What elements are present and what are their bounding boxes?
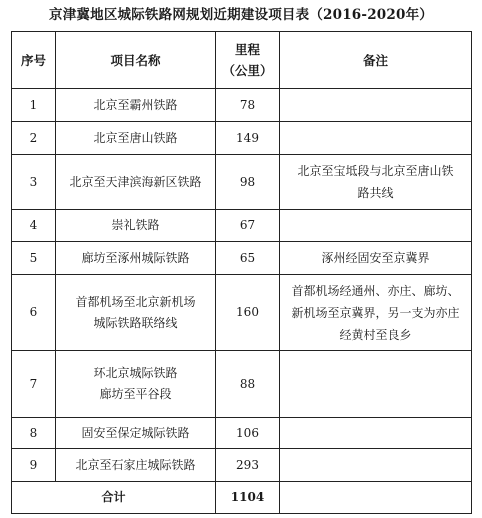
row-mileage: 78: [216, 89, 280, 122]
project-name-line: 北京至天津滨海新区铁路: [69, 174, 202, 189]
total-mileage: 1104: [216, 482, 280, 514]
row-project-name: [56, 155, 216, 210]
header-mileage: [216, 32, 280, 89]
row-project-name: [56, 351, 216, 418]
row-note: [280, 351, 472, 418]
row-note: [280, 242, 472, 275]
row-project-name: [56, 242, 216, 275]
total-note: [280, 482, 472, 514]
table-row: [12, 210, 472, 242]
row-index: 4: [12, 210, 56, 242]
row-note: [280, 89, 472, 122]
row-note: [280, 210, 472, 242]
header-index: 序号: [12, 32, 56, 89]
row-mileage: 67: [216, 210, 280, 242]
row-note: [280, 449, 472, 482]
table-header-row: [12, 32, 472, 89]
header-note: 备注: [280, 32, 472, 89]
table-body: [12, 89, 472, 514]
project-name-line: 北京至石家庄城际铁路: [75, 457, 196, 472]
row-mileage: 65: [216, 242, 280, 275]
row-index: 8: [12, 418, 56, 449]
note-line: 北京至宝坻段与北京至唐山铁: [297, 164, 454, 178]
total-label: 合计: [12, 482, 216, 514]
header-mileage-line2: （公里）: [222, 63, 273, 78]
row-mileage: 106: [216, 418, 280, 449]
row-project-name: [56, 210, 216, 242]
row-mileage: 160: [216, 275, 280, 351]
project-name-line: 城际铁路联络线: [93, 315, 178, 330]
document-title: 京津冀地区城际铁路网规划近期建设项目表（2016-2020年）: [49, 7, 433, 23]
row-project-name: [56, 449, 216, 482]
row-mileage: 293: [216, 449, 280, 482]
row-index: 9: [12, 449, 56, 482]
project-name-line: 环北京城际铁路: [93, 366, 178, 380]
row-index: 1: [12, 89, 56, 122]
header-name: 项目名称: [56, 32, 216, 89]
project-name-line: 崇礼铁路: [111, 218, 160, 232]
row-index: 2: [12, 122, 56, 155]
total-row: [12, 482, 472, 514]
project-name-line: 廊坊至涿州城际铁路: [81, 250, 190, 265]
row-mileage: 88: [216, 351, 280, 418]
table-row: [12, 89, 472, 122]
note-line: 经黄村至良乡: [339, 327, 412, 342]
row-index: 5: [12, 242, 56, 275]
table-row: [12, 122, 472, 155]
table-row: [12, 275, 472, 351]
note-line: 涿州经固安至京冀界: [321, 251, 430, 265]
project-name-line: 固安至保定城际铁路: [81, 425, 190, 440]
row-mileage: 98: [216, 155, 280, 210]
project-name-line: 北京至霸州铁路: [93, 97, 178, 112]
header-mileage-line1: 里程: [234, 42, 260, 57]
row-project-name: [56, 89, 216, 122]
table-row: [12, 418, 472, 449]
note-line: 路共线: [357, 186, 394, 200]
project-name-line: 首都机场至北京新机场: [75, 294, 196, 309]
project-table: [11, 31, 472, 514]
row-project-name: [56, 275, 216, 351]
row-note: [280, 155, 472, 210]
row-index: 3: [12, 155, 56, 210]
row-note: [280, 122, 472, 155]
row-project-name: [56, 418, 216, 449]
table-row: [12, 155, 472, 210]
note-line: 新机场至京冀界，另一支为亦庄: [291, 305, 460, 320]
table-row: [12, 242, 472, 275]
project-name-line: 北京至唐山铁路: [93, 130, 178, 145]
row-project-name: [56, 122, 216, 155]
table-row: [12, 449, 472, 482]
project-name-line: 廊坊至平谷段: [99, 387, 172, 401]
row-index: 6: [12, 275, 56, 351]
row-note: [280, 418, 472, 449]
row-index: 7: [12, 351, 56, 418]
table-row: [12, 351, 472, 418]
row-note: [280, 275, 472, 351]
note-line: 首都机场经通州、亦庄、廊坊、: [291, 283, 460, 298]
row-mileage: 149: [216, 122, 280, 155]
